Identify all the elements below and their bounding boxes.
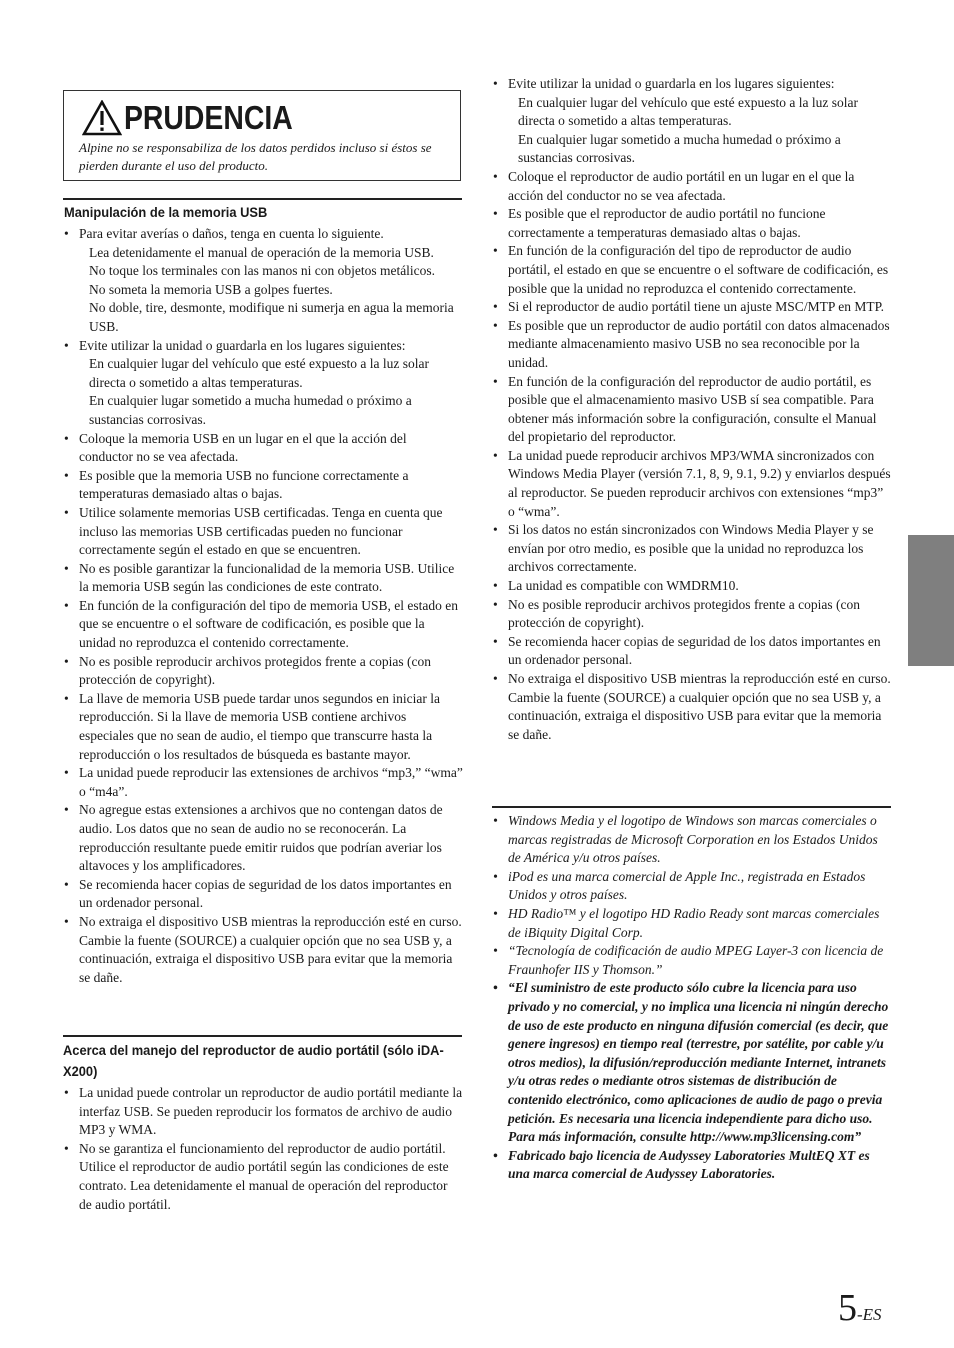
portable-continued-item — [492, 168, 892, 205]
usb-item-text: No es posible reproducir archivos protegidos frente a copias (con protección de copyright). — [79, 653, 432, 688]
trademark-item-text: HD Radio™ y el logotipo HD Radio Ready sont marcas comerciales de iBiquity Digital Corp. — [508, 905, 880, 940]
trademark-item-text: iPod es una marca comercial de Apple Inc., registrada en Estados Unidos y otros países. — [508, 868, 866, 903]
trademark-item — [492, 979, 892, 1146]
usb-item — [63, 560, 463, 597]
usb-item-text: Evite utilizar la unidad o guardarla en los lugares siguientes: — [79, 337, 406, 353]
portable-continued-item — [492, 447, 892, 521]
usb-item — [63, 337, 463, 430]
usb-sub-item: No doble, tire, desmonte, modifique ni sumerja en agua la memoria USB. — [89, 300, 454, 334]
portable-continued-item-text: Es posible que un reproductor de audio portátil con datos almacenados mediante almacenamiento masivo USB no sea reconocible por la unidad. — [508, 317, 890, 370]
trademark-item — [492, 942, 892, 979]
usb-item — [63, 504, 463, 560]
portable-continued-item — [492, 317, 892, 373]
portable-continued-sub-item: En cualquier lugar del vehículo que esté expuesto a la luz solar directa o sometido a altas temperaturas. — [518, 94, 858, 129]
portable-continued-item-text: En función de la configuración del reproductor de audio portátil, es posible que el almacenamiento masivo USB sí sea compatible. Para obtener más información sobre la configuración, consulte el Manual del propietario del reproductor. — [508, 373, 877, 445]
trademark-item-text: Windows Media y el logotipo de Windows son marcas comerciales o marcas registradas de Microsoft Corporation en los Estados Unidos de América y/u otros países. — [508, 813, 878, 866]
usb-item — [63, 801, 463, 875]
portable-continued-item-text: La unidad es compatible con WMDRM10. — [508, 578, 739, 594]
caution-header — [82, 99, 320, 137]
trademark-item — [492, 1147, 892, 1184]
usb-sub-item: Lea detenidamente el manual de operación de la memoria USB. — [89, 244, 434, 260]
trademark-item-text: Fabricado bajo licencia de Audyssey Laboratories MultEQ XT es una marca comercial de Audyssey Laboratories. — [508, 1147, 870, 1182]
portable-continued-item — [492, 373, 892, 447]
caution-text: Alpine no se responsabiliza de los datos perdidos incluso si éstos se pierden durante el uso del producto. — [79, 140, 432, 173]
usb-item-text: Coloque la memoria USB en un lugar en el que la acción del conductor no se vea afectada. — [79, 430, 407, 465]
portable-continued-list — [492, 75, 892, 744]
portable-continued-item-text: Se recomienda hacer copias de seguridad de los datos importantes en un ordenador personal. — [508, 633, 881, 668]
portable-item — [63, 1140, 463, 1214]
portable-continued-item — [492, 521, 892, 577]
usb-item-text: No agregue estas extensiones a archivos que no contengan datos de audio. Los datos que no sean de audio no se reconocerán. La reproducción resultante puede emitir ruidos que podrían averiar los altavoces y los amplificadores. — [79, 802, 443, 874]
portable-continued-item — [492, 670, 892, 744]
usb-item-text: La unidad puede reproducir las extensiones de archivos “mp3,” “wma” o “m4a”. — [79, 765, 463, 799]
portable-list — [63, 1084, 463, 1214]
portable-continued-item-text: Si el reproductor de audio portátil tiene un ajuste MSC/MTP en MTP. — [508, 299, 884, 315]
portable-item-text: La unidad puede controlar un reproductor de audio portátil mediante la interfaz USB. Se pueden reproducir los formatos de archivo de audio MP3 y WMA. — [79, 1085, 463, 1138]
usb-item-text: Para evitar averías o daños, tenga en cuenta lo siguiente. — [79, 226, 384, 241]
portable-continued-item — [492, 75, 892, 168]
usb-sub-item: No someta la memoria USB a golpes fuertes. — [89, 281, 333, 297]
portable-continued-item — [492, 242, 892, 298]
portable-item — [63, 1084, 463, 1140]
usb-item — [63, 876, 463, 913]
usb-item — [63, 913, 463, 987]
usb-sub-item: En cualquier lugar del vehículo que esté expuesto a la luz solar directa o sometido a altas temperaturas. — [89, 356, 429, 390]
page-number-suffix: -ES — [857, 1305, 882, 1324]
trademark-item — [492, 868, 892, 905]
usb-item-text: Se recomienda hacer copias de seguridad de los datos importantes en un ordenador personal. — [79, 876, 452, 911]
usb-item — [63, 467, 463, 504]
usb-item — [63, 764, 463, 801]
page-number-value: 5 — [838, 1287, 857, 1329]
usb-item — [63, 690, 463, 764]
trademark-item-text: “Tecnología de codificación de audio MPEG Layer-3 con licencia de Fraunhofer IIS y Thomson.” — [508, 943, 884, 977]
portable-continued-item-text: No extraiga el dispositivo USB mientras la reproducción esté en curso. Cambie la fuente (SOURCE) a cualquier opción que no sea USB y, a continuación, extraiga el dispositivo USB para evitar que la memoria se dañe. — [508, 671, 891, 742]
portable-continued-item-text: Es posible que el reproductor de audio portátil no funcione correctamente a temperaturas demasiado altas o bajas. — [508, 206, 826, 240]
usb-sub-item: En cualquier lugar sometido a mucha humedad o próximo a sustancias corrosivas. — [89, 393, 412, 427]
portable-continued-item — [492, 298, 892, 317]
usb-item — [63, 225, 463, 337]
portable-continued-item-text: La unidad puede reproducir archivos MP3/WMA sincronizados con Windows Media Player (versión 7.1, 8, 9, 9.1, 9.2) y enviarlos después al reproductor. Se pueden reproducir archivos con extensiones “mp3” o “wma”. — [508, 447, 891, 519]
portable-continued-item-text: En función de la configuración del tipo de reproductor de audio portátil, el estado en que se encuentre o el software de codificación, es posible que la unidad no reproduzca el contenido correctamente. — [508, 243, 889, 296]
usb-item-text: En función de la configuración del tipo de memoria USB, el estado en que se encuentre o el software de codificación, es posible que la unidad no reproduzca el contenido correctamente. — [79, 597, 459, 651]
portable-continued-item — [492, 205, 892, 242]
section-rule-portable — [63, 1035, 462, 1037]
caution-title: PRUDENCIA — [124, 99, 293, 136]
usb-item-text: No es posible garantizar la funcionalidad de la memoria USB. Utilice la memoria USB según las condiciones de este contrato. — [79, 560, 455, 595]
usb-item — [63, 653, 463, 690]
usb-item — [63, 430, 463, 467]
section-heading-usb: Manipulación de la memoria USB — [64, 204, 268, 220]
portable-continued-item — [492, 633, 892, 670]
trademark-item — [492, 812, 892, 868]
usb-sub-item: No toque los terminales con las manos ni con objetos metálicos. — [89, 263, 436, 279]
section-rule-usb — [63, 198, 462, 200]
usb-list — [63, 225, 463, 987]
caution-box — [63, 90, 461, 181]
usb-item-text: No extraiga el dispositivo USB mientras la reproducción esté en curso. Cambie la fuente (SOURCE) a cualquier opción que no sea USB y, a continuación, extraiga el dispositivo USB para evitar que la memoria se dañe. — [79, 913, 462, 985]
portable-continued-item-text: Evite utilizar la unidad o guardarla en los lugares siguientes: — [508, 76, 835, 91]
portable-continued-item-text: No es posible reproducir archivos protegidos frente a copias (con protección de copyright). — [508, 596, 861, 631]
usb-item-text: La llave de memoria USB puede tardar unos segundos en iniciar la reproducción. Si la llave de memoria USB contiene archivos especiales que no sean de audio, el tiempo que transcurre hasta la reproducción o los resultados de búsqueda es bastante mayor. — [79, 690, 441, 762]
portable-continued-item — [492, 577, 892, 596]
page-number — [838, 1286, 882, 1337]
trademark-item-text: “El suministro de este producto sólo cubre la licencia para uso privado y no comercial, y no implica una licencia ni ningún derecho de uso de este producto en ninguna difusión comercial (es decir, que genere ingresos) en tiempo real (terrestre, por satélite, por cable y/u otros medios), la difusión/reproducción mediante Internet, intranets y/u otras redes o mediante otros sistemas de distribución de contenido electrónico, como aplicaciones de audio de pago o previa petición. Es necesaria una licencia independiente para dicho uso. Para más información, consulte http://www.mp3licensing.com” — [508, 980, 889, 1145]
usb-item-text: Es posible que la memoria USB no funcione correctamente a temperaturas demasiado altas o bajas. — [79, 467, 409, 502]
side-tab — [908, 535, 954, 666]
trademark-item — [492, 905, 892, 942]
portable-continued-item — [492, 596, 892, 633]
portable-continued-item-text: Coloque el reproductor de audio portátil en un lugar en el que la acción del conductor no se vea afectada. — [508, 168, 855, 203]
usb-item — [63, 597, 463, 653]
portable-continued-sub-item: En cualquier lugar sometido a mucha humedad o próximo a sustancias corrosivas. — [518, 131, 841, 166]
portable-continued-item-text: Si los datos no están sincronizados con Windows Media Player y se envían por otro medio, es posible que la unidad no reproduzca los archivos correctamente. — [508, 522, 874, 575]
usb-item-text: Utilice solamente memorias USB certificadas. Tenga en cuenta que incluso las memorias USB certificadas pueden no funcionar correctamente según el estado en que se encuentren. — [79, 504, 443, 558]
trademarks-rule — [492, 806, 891, 808]
portable-item-text: No se garantiza el funcionamiento del reproductor de audio portátil. Utilice el reproductor de audio portátil según las condiciones de este contrato. Lea detenidamente el manual de operación del reproductor de audio portátil. — [79, 1140, 449, 1212]
section-heading-portable: Acerca del manejo del reproductor de audio portátil (sólo iDA-X200) — [63, 1042, 444, 1079]
warning-triangle-icon — [82, 100, 122, 136]
trademarks-list — [492, 812, 892, 1184]
